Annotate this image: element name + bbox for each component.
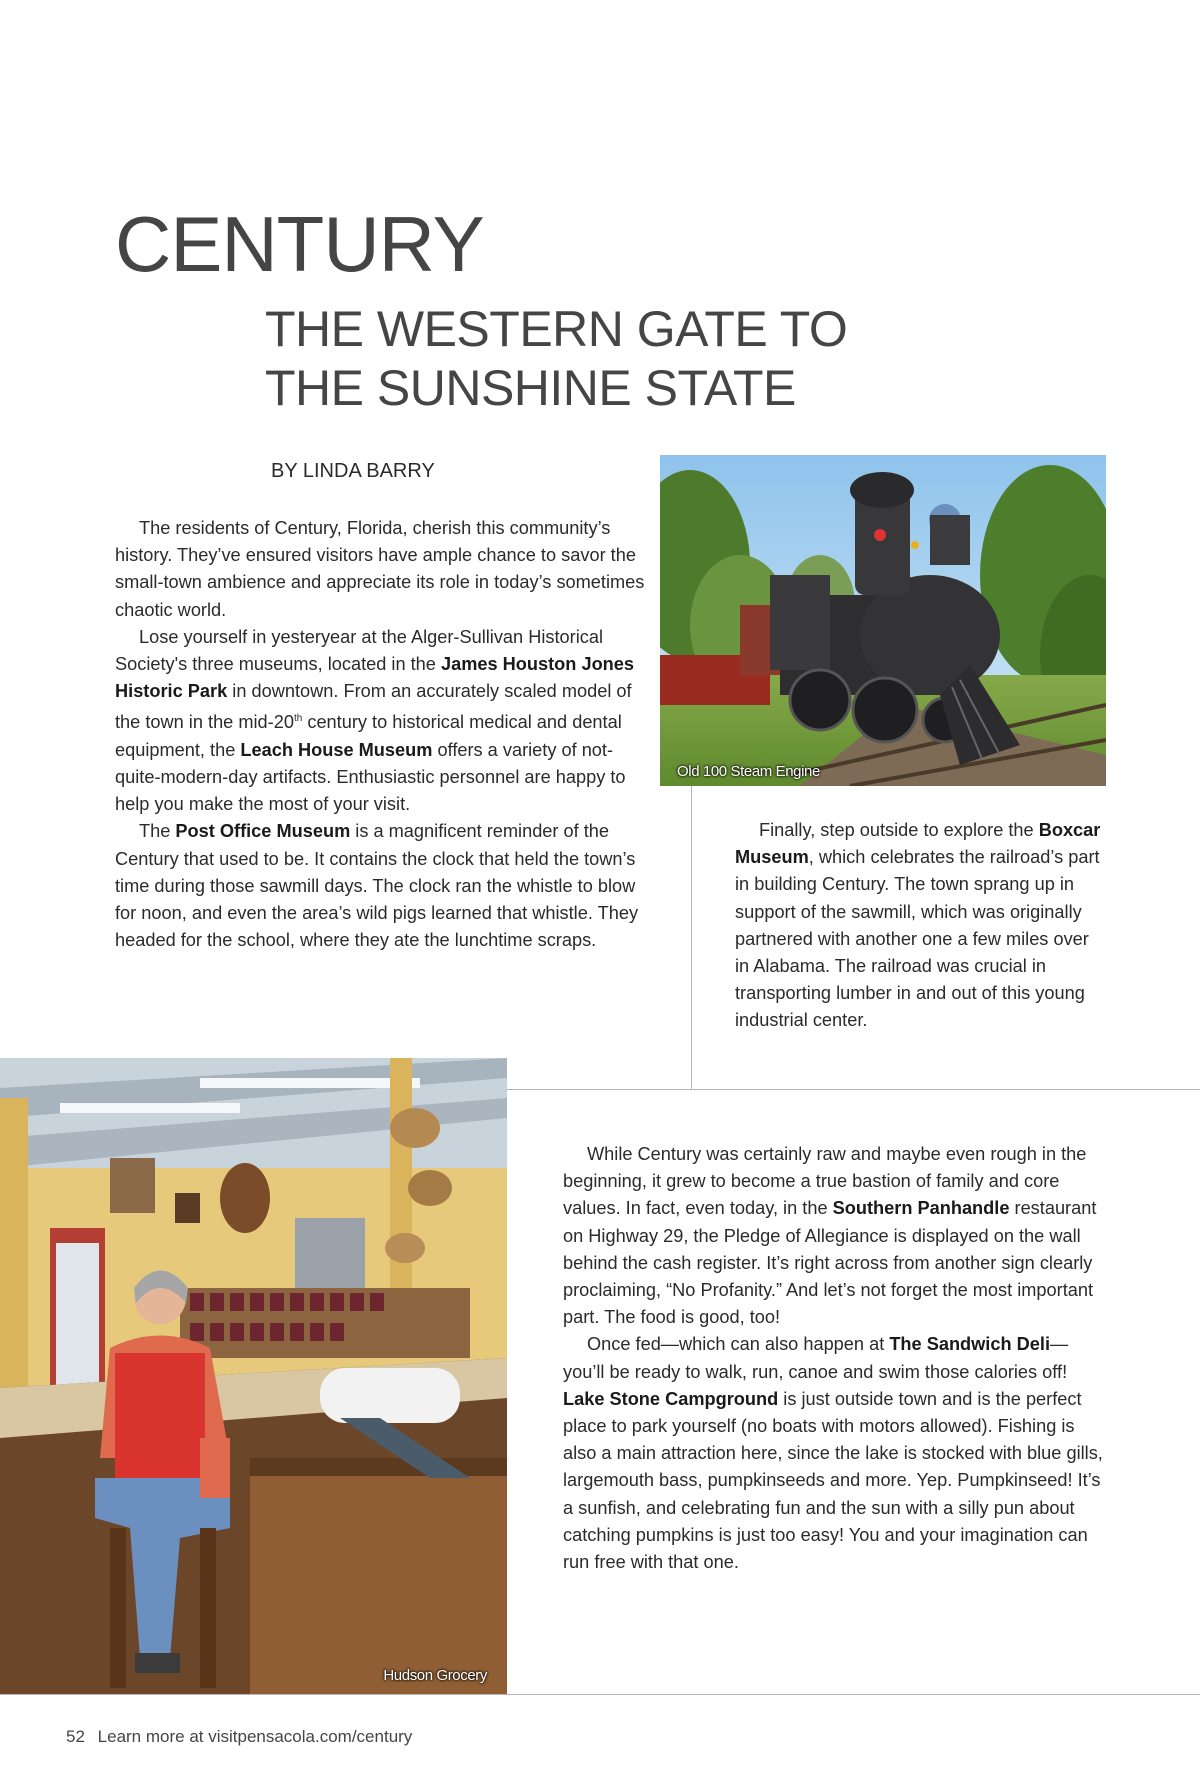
body-column-right-bottom [563, 1141, 1103, 1576]
paragraph: The Post Office Museum is a magnificent reminder of the Century that used to be. It contains the clock that held the town’s time during those sawmill days. The clock ran the whistle to blow for noon, and even the area’s wild pigs learned that whistle. They headed for the school, where they ate the lunchtime scraps. [115, 821, 639, 951]
steam-engine-photo [660, 455, 1106, 786]
page-number: 52 [66, 1727, 85, 1746]
grocery-caption: Hudson Grocery [383, 1667, 487, 1684]
steam-engine-illustration [660, 455, 1106, 786]
paragraph: Lose yourself in yesteryear at the Alger-Sullivan Historical Society's three museums, located in the James Houston Jones Historic Park in downtown. From an accurately scaled model of the town in the mid-20th century to historical medical and dental equipment, the Leach House Museum offers a variety of not-quite-modern-day artifacts. Enthusiastic personnel are happy to help you make the most of your visit. [115, 626, 635, 815]
column-divider-vertical [691, 786, 692, 1090]
paragraph: Finally, step outside to explore the Boxcar Museum, which celebrates the railroad’s part in building Century. The town sprang up in support of the sawmill, which was originally partnered with another one a few miles over in Alabama. The railroad was crucial in transporting lumber in and out of this young industrial center. [735, 820, 1101, 1031]
article-title: CENTURY [115, 200, 484, 288]
article-subtitle [265, 300, 847, 418]
footer-link-text[interactable]: Learn more at visitpensacola.com/century [97, 1727, 413, 1746]
paragraph: While Century was certainly raw and maybe even rough in the beginning, it grew to become a true bastion of family and core values. In fact, even today, in the Southern Panhandle restaurant on Highway 29, the Pledge of Allegiance is displayed on the wall behind the cash register. It’s right across from another sign clearly proclaiming, “No Profanity.” And let’s not forget the most important part. The food is good, too! [563, 1144, 1097, 1328]
body-column-right-top [735, 817, 1105, 1035]
byline: BY LINDA BARRY [271, 460, 435, 482]
body-column-left [115, 515, 645, 954]
paragraph: The residents of Century, Florida, cherish this community’s history. They’ve ensured visitors have ample chance to savor the small-town ambience and appreciate its role in today’s sometimes chaotic world. [115, 518, 645, 620]
page-footer [66, 1727, 412, 1747]
section-divider-horizontal [507, 1089, 1200, 1090]
hudson-grocery-photo [0, 1058, 507, 1694]
engine-caption: Old 100 Steam Engine [677, 763, 820, 780]
subtitle-line-2: THE SUNSHINE STATE [265, 360, 796, 416]
paragraph: Once fed—which can also happen at The Sandwich Deli—you’ll be ready to walk, run, canoe and swim those calories off! Lake Stone Campground is just outside town and is the perfect place to park yourself (no boats with motors allowed). Fishing is also a main attraction here, since the lake is stocked with blue gills, largemouth bass, pumpkinseeds and more. Yep. Pumpkinseed! It’s a sunfish, and celebrating fun and the sun with a silly pun about catching pumpkins is just too easy! You and your imagination can run free with that one. [563, 1334, 1103, 1573]
footer-divider [0, 1694, 1200, 1695]
subtitle-line-1: THE WESTERN GATE TO [265, 301, 848, 357]
grocery-store-illustration [0, 1058, 507, 1694]
